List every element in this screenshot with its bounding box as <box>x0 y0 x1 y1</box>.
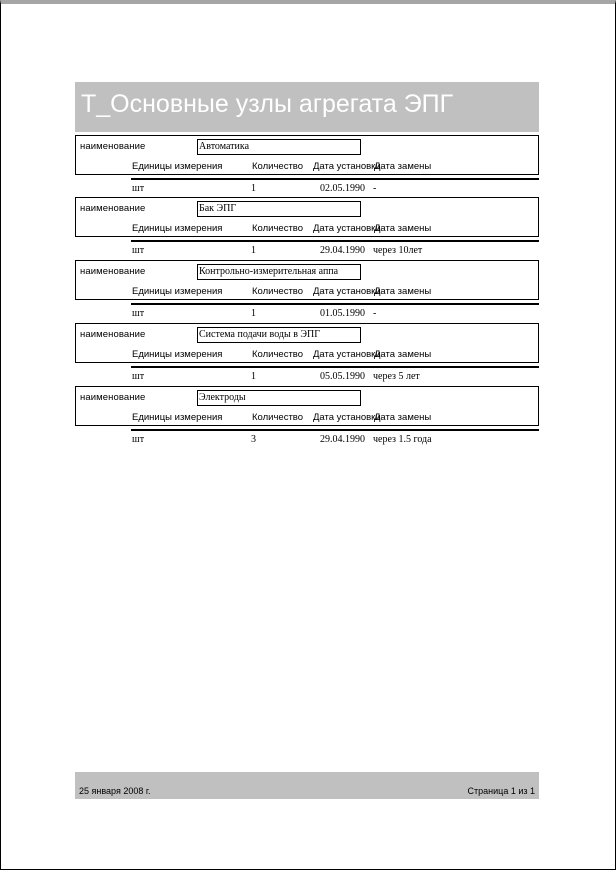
divider <box>131 240 539 242</box>
install-date-value: 29.04.1990 <box>320 434 365 445</box>
install-date-header: Дата установки <box>313 286 381 297</box>
report-title: Т_Основные узлы агрегата ЭПГ <box>81 90 454 118</box>
replace-date-header: Дата замены <box>374 412 432 423</box>
quantity-header: Количество <box>252 286 304 297</box>
record-0 <box>75 135 539 198</box>
replace-date-header: Дата замены <box>374 161 432 172</box>
quantity-value: 3 <box>251 434 256 445</box>
record-1 <box>75 197 539 260</box>
unit-header: Единицы измерения <box>132 412 223 423</box>
name-label: наименование <box>80 203 146 214</box>
unit-header: Единицы измерения <box>132 349 223 360</box>
install-date-value: 01.05.1990 <box>320 308 365 319</box>
install-date-header: Дата установки <box>313 349 381 360</box>
install-date-value: 05.05.1990 <box>320 371 365 382</box>
record-2 <box>75 260 539 323</box>
replace-date-header: Дата замены <box>374 286 432 297</box>
record-header-box <box>75 323 539 363</box>
unit-header: Единицы измерения <box>132 161 223 172</box>
name-label: наименование <box>80 329 146 340</box>
quantity-value: 1 <box>251 183 256 194</box>
unit-header: Единицы измерения <box>132 223 223 234</box>
replace-date-value: через 1.5 года <box>373 434 432 445</box>
quantity-value: 1 <box>251 308 256 319</box>
unit-value: шт <box>132 183 145 194</box>
name-label: наименование <box>80 266 146 277</box>
footer-page-number: Страница 1 из 1 <box>467 786 535 796</box>
quantity-value: 1 <box>251 371 256 382</box>
divider <box>131 303 539 305</box>
footer-date: 25 января 2008 г. <box>79 786 151 796</box>
quantity-value: 1 <box>251 245 256 256</box>
record-header-box <box>75 197 539 237</box>
record-header-box <box>75 386 539 426</box>
quantity-header: Количество <box>252 161 304 172</box>
divider <box>131 429 539 431</box>
name-field: Система подачи воды в ЭПГ <box>197 327 361 343</box>
install-date-value: 02.05.1990 <box>320 183 365 194</box>
install-date-value: 29.04.1990 <box>320 245 365 256</box>
replace-date-value: - <box>373 183 377 194</box>
name-label: наименование <box>80 141 146 152</box>
quantity-header: Количество <box>252 412 304 423</box>
unit-value: шт <box>132 308 145 319</box>
name-field: Бак ЭПГ <box>197 201 361 217</box>
divider <box>131 366 539 368</box>
unit-value: шт <box>132 371 145 382</box>
name-field: Автоматика <box>197 139 361 155</box>
quantity-header: Количество <box>252 223 304 234</box>
replace-date-header: Дата замены <box>374 223 432 234</box>
unit-header: Единицы измерения <box>132 286 223 297</box>
install-date-header: Дата установки <box>313 161 381 172</box>
report-header <box>75 82 539 132</box>
record-3 <box>75 323 539 386</box>
replace-date-value: - <box>373 308 377 319</box>
quantity-header: Количество <box>252 349 304 360</box>
replace-date-value: через 5 лет <box>373 371 420 382</box>
unit-value: шт <box>132 434 145 445</box>
name-label: наименование <box>80 392 146 403</box>
record-header-box <box>75 260 539 300</box>
name-field: Контрольно-измерительная аппа <box>197 264 361 280</box>
record-header-box <box>75 135 539 175</box>
divider <box>131 178 539 180</box>
replace-date-value: через 10лет <box>373 245 423 256</box>
unit-value: шт <box>132 245 145 256</box>
report-footer <box>75 772 539 799</box>
install-date-header: Дата установки <box>313 223 381 234</box>
record-4 <box>75 386 539 449</box>
install-date-header: Дата установки <box>313 412 381 423</box>
name-field: Электроды <box>197 390 361 406</box>
replace-date-header: Дата замены <box>374 349 432 360</box>
